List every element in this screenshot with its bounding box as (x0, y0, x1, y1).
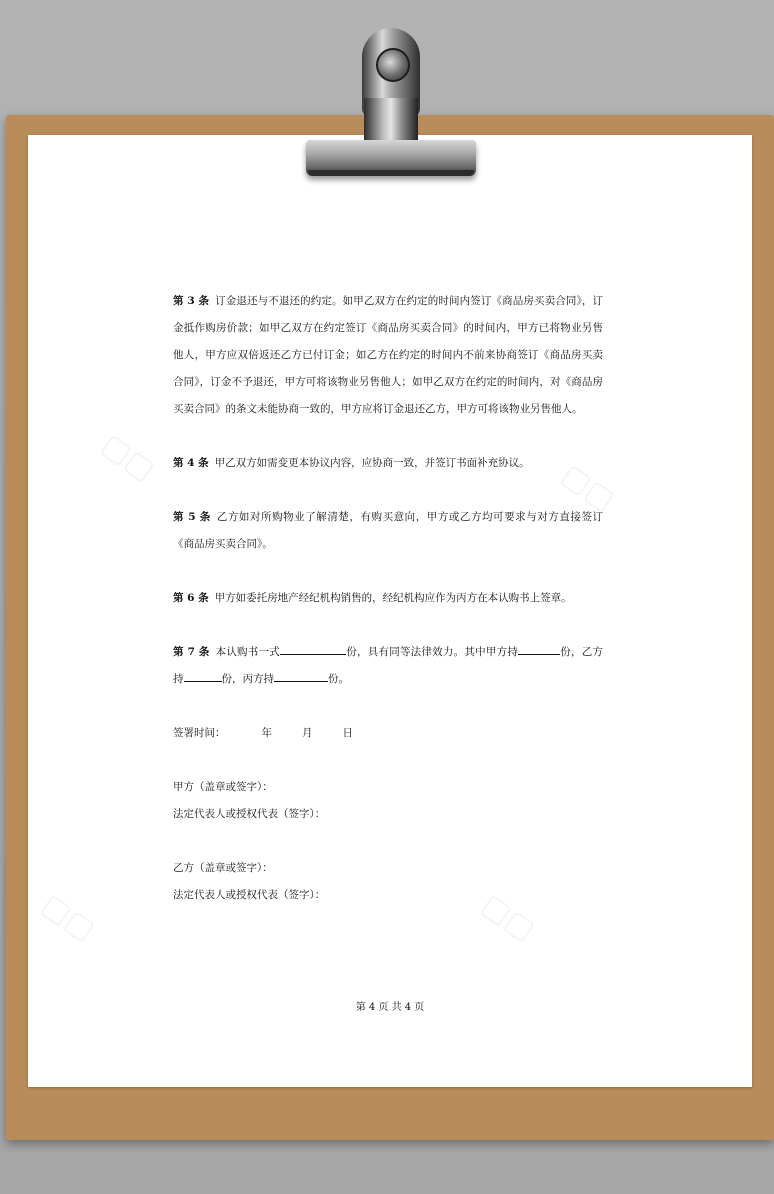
copies-party-c-blank[interactable] (274, 669, 328, 682)
article-label: 第 7 条 (173, 646, 210, 658)
article-label: 第 4 条 (173, 457, 209, 469)
article-6 (173, 585, 603, 612)
article-7 (173, 639, 603, 693)
party-b-signature (173, 855, 603, 909)
sign-year-label: 年 (261, 727, 272, 739)
article-text: 甲方如委托房地产经纪机构销售的，经纪机构应作为丙方在本认购书上签章。 (214, 592, 572, 604)
clip-neck (364, 98, 418, 144)
sign-time (173, 720, 603, 747)
article-text: 本认购书一式 (215, 646, 281, 658)
article-label: 第 6 条 (173, 592, 209, 604)
watermark-mark: ▢▢ (35, 886, 102, 949)
article-label: 第 5 条 (173, 511, 211, 523)
watermark-mark: ▢▢ (95, 426, 162, 489)
copies-total-blank[interactable] (280, 642, 346, 655)
article-text: 乙方如对所购物业了解清楚，有购买意向，甲方或乙方均可要求与对方直接签订《商品房买卖合同》。 (173, 511, 604, 550)
article-5 (173, 504, 603, 558)
article-text: 甲乙双方如需变更本协议内容，应协商一致，并签订书面补充协议。 (214, 457, 530, 469)
sign-day-label: 日 (342, 727, 353, 739)
article-3 (173, 288, 603, 423)
article-text: 份。 (328, 673, 349, 685)
watermark-mark: ▢▢ (475, 886, 542, 949)
copies-party-a-blank[interactable] (518, 642, 560, 655)
sign-month-label: 月 (302, 727, 313, 739)
party-a-signature (173, 774, 603, 828)
party-a-rep-line: 法定代表人或授权代表（签字）： (173, 808, 326, 820)
party-a-seal-line: 甲方（盖章或签字）： (173, 781, 273, 793)
copies-party-b-blank[interactable] (184, 669, 222, 682)
party-b-rep-line: 法定代表人或授权代表（签字）： (173, 889, 326, 901)
article-4 (173, 450, 603, 477)
article-text: 份，乙方持 (173, 646, 604, 685)
sign-time-label: 签署时间： (173, 727, 226, 739)
article-label: 第 3 条 (173, 295, 210, 307)
clip-ring-hole (376, 48, 410, 82)
article-text: 份，丙方持 (221, 673, 274, 685)
article-text: 份，具有同等法律效力。其中甲方持 (346, 646, 519, 658)
clip-base-shadow (308, 170, 474, 176)
party-b-seal-line: 乙方（盖章或签字）： (173, 862, 273, 874)
document-body (173, 288, 603, 936)
page-footer: 第 4 页 共 4 页 (355, 1002, 425, 1013)
article-text: 订金退还与不退还的约定。如甲乙双方在约定的时间内签订《商品房买卖合同》，订金抵作购房价款；如甲乙双方在约定签订《商品房买卖合同》的时间内，甲方已将物业另售他人，甲方应双倍返还乙方已付订金；如乙方在约定的时间内不前来协商签订《商品房买卖合同》，订金不予退还，甲方可将该物业另售他人；如甲乙双方在约定的时间内，对《商品房买卖合同》的条文未能协商一致的，甲方应将订金退还乙方，甲方可将该物业另售他人。 (173, 295, 604, 415)
watermark-mark: ▢▢ (555, 456, 622, 519)
binder-clip-icon (306, 28, 476, 178)
